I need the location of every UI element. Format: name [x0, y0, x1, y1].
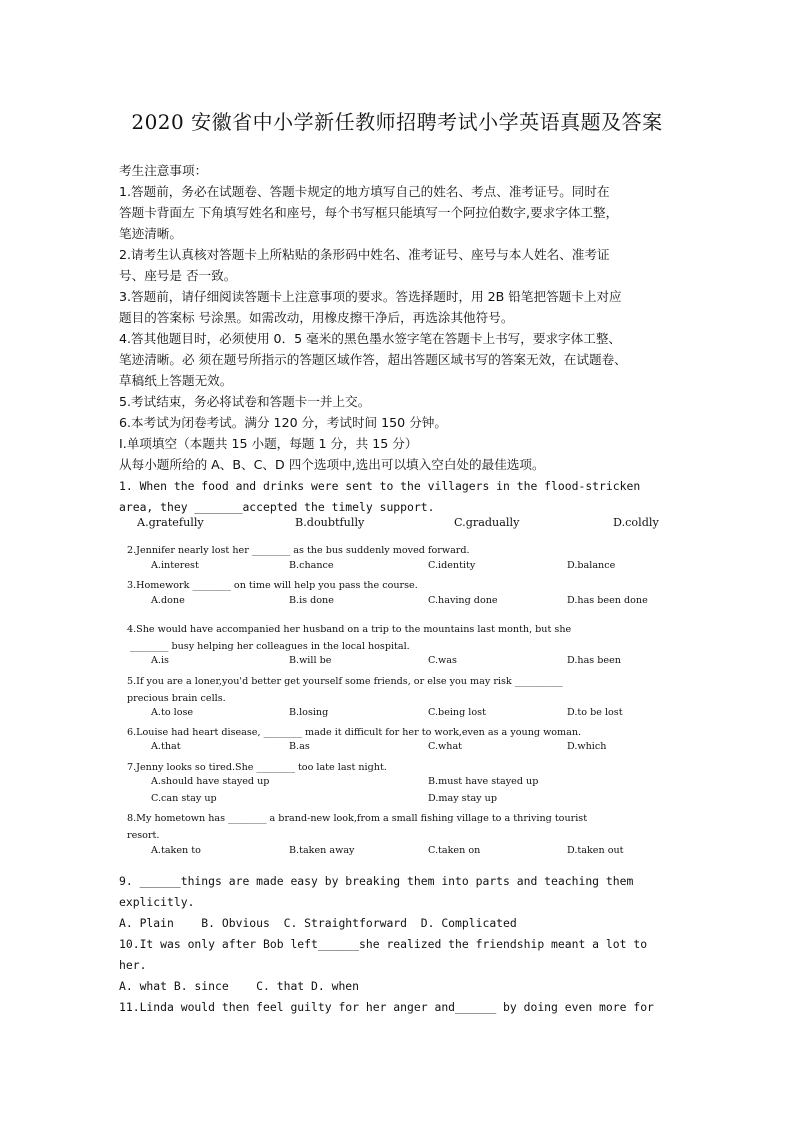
option-b: B.losing [289, 707, 329, 718]
option-d: D.which [567, 741, 607, 752]
question-6-line: 6.Louise had heart disease, ________ made it difficult for her to work,even as a young woman. [127, 727, 582, 738]
notice-line: 笔迹清晰。 [119, 226, 182, 241]
question-3-options [151, 595, 648, 606]
notice-line: 题目的答案标 号涂黑。如需改动，用橡皮擦干净后，再选涂其他符号。 [119, 310, 514, 325]
question-7-line: 7.Jenny looks so tired.She ________ too late last night. [127, 762, 387, 773]
question-8-options [151, 845, 624, 856]
option-d: D.balance [567, 560, 616, 571]
question-4-line: 4.She would have accompanied her husband on a trip to the mountains last month, but she [127, 624, 572, 635]
option-c: C.being lost [428, 707, 486, 718]
option-d: D.has been done [567, 595, 648, 606]
option-b: B.will be [289, 655, 332, 666]
question-4-options [151, 655, 621, 666]
question-9-line: explicitly. [119, 895, 195, 909]
notice-line: 5.考试结束，务必将试卷和答题卡一并上交。 [119, 394, 371, 409]
notice-line: 6.本考试为闭卷考试。满分 120 分，考试时间 150 分钟。 [119, 415, 447, 430]
question-9-options: A. Plain B. Obvious C. Straightforward D. Complicated [119, 916, 517, 930]
option-b: B.must have stayed up [428, 776, 539, 787]
notice-line: 笔迹清晰。必 须在题号所指示的答题区域作答，超出答题区域书写的答案无效，在试题卷、 [119, 352, 627, 367]
option-d: D.to be lost [567, 707, 623, 718]
question-1-line: 1. When the food and drinks were sent to the villagers in the flood-stricken [119, 479, 641, 493]
section-heading: I.单项填空（本题共 15 小题，每题 1 分，共 15 分） [119, 436, 418, 451]
option-b: B.taken away [289, 845, 355, 856]
option-a: A.interest [151, 560, 199, 571]
question-10-line: 10.It was only after Bob left______she realized the friendship meant a lot to [119, 937, 648, 951]
option-b: B.is done [289, 595, 334, 606]
question-8-line: 8.My hometown has ________ a brand-new look,from a small fishing village to a thriving tourist [127, 813, 588, 824]
question-9-line: 9. ______things are made easy by breaking them into parts and teaching them [119, 874, 634, 888]
question-5-line: precious brain cells. [127, 693, 226, 704]
notice-line: 4.答其他题目时，必须使用 0．5 毫米的黑色墨水签字笔在答题卡上书写，要求字体工整、 [119, 331, 622, 346]
question-4-line: ________ busy helping her colleagues in the local hospital. [127, 641, 410, 652]
question-7-options-row [151, 793, 497, 804]
question-10-options: A. what B. since C. that D. when [119, 979, 360, 993]
section-instruction: 从每小题所给的 A、B、C、D 四个选项中,选出可以填入空白处的最佳选项。 [119, 457, 545, 472]
option-d: D.coldly [613, 516, 659, 529]
notice-line: 答题卡背面左 下角填写姓名和座号，每个书写框只能填写一个阿拉伯数字,要求字体工整， [119, 205, 619, 220]
option-c: C.having done [428, 595, 498, 606]
option-c: C.what [428, 741, 463, 752]
option-b: B.doubtfully [295, 516, 365, 529]
option-a: A.gratefully [137, 516, 204, 529]
option-c: C.can stay up [151, 793, 217, 804]
option-b: B.chance [289, 560, 334, 571]
notice-heading: 考生注意事项： [119, 163, 208, 178]
question-7-options-row [151, 776, 538, 787]
option-d: D.has been [567, 655, 621, 666]
option-c: C.was [428, 655, 457, 666]
option-a: A.taken to [151, 845, 201, 856]
question-11-line: 11.Linda would then feel guilty for her anger and______ by doing even more for [119, 1000, 654, 1014]
option-a: A.that [151, 741, 181, 752]
notice-line: 3.答题前，请仔细阅读答题卡上注意事项的要求。答选择题时，用 2B 铅笔把答题卡上对应 [119, 289, 622, 304]
notice-line: 号、座号是 否一致。 [119, 268, 237, 283]
notice-line: 2.请考生认真核对答题卡上所粘贴的条形码中姓名、准考证号、座号与本人姓名、准考证 [119, 247, 610, 262]
option-a: A.is [151, 655, 169, 666]
question-5-options [151, 707, 623, 718]
question-2-line: 2.Jennifer nearly lost her ________ as the bus suddenly moved forward. [127, 545, 470, 556]
question-8-line: resort. [127, 830, 160, 841]
option-c: C.identity [428, 560, 476, 571]
question-1-line: area, they _______accepted the timely support. [119, 500, 435, 514]
option-a: A.to lose [151, 707, 194, 718]
question-1-options [137, 516, 659, 529]
question-2-options [151, 560, 615, 571]
option-c: C.taken on [428, 845, 481, 856]
page-title: 2020 安徽省中小学新任教师招聘考试小学英语真题及答案 [131, 110, 663, 134]
option-d: D.taken out [567, 845, 624, 856]
question-3-line: 3.Homework ________ on time will help you pass the course. [127, 580, 418, 591]
question-10-line: her. [119, 958, 147, 972]
notice-line: 1.答题前，务必在试题卷、答题卡规定的地方填写自己的姓名、考点、准考证号。同时在 [119, 184, 610, 199]
question-5-line: 5.If you are a loner,you'd better get yourself some friends, or else you may risk __________ [127, 676, 563, 687]
option-c: C.gradually [454, 516, 520, 529]
notice-line: 草稿纸上答题无效。 [119, 373, 233, 388]
option-a: A.should have stayed up [151, 776, 270, 787]
option-a: A.done [151, 595, 185, 606]
question-6-options [151, 741, 606, 752]
option-b: B.as [289, 741, 310, 752]
option-d: D.may stay up [428, 793, 497, 804]
